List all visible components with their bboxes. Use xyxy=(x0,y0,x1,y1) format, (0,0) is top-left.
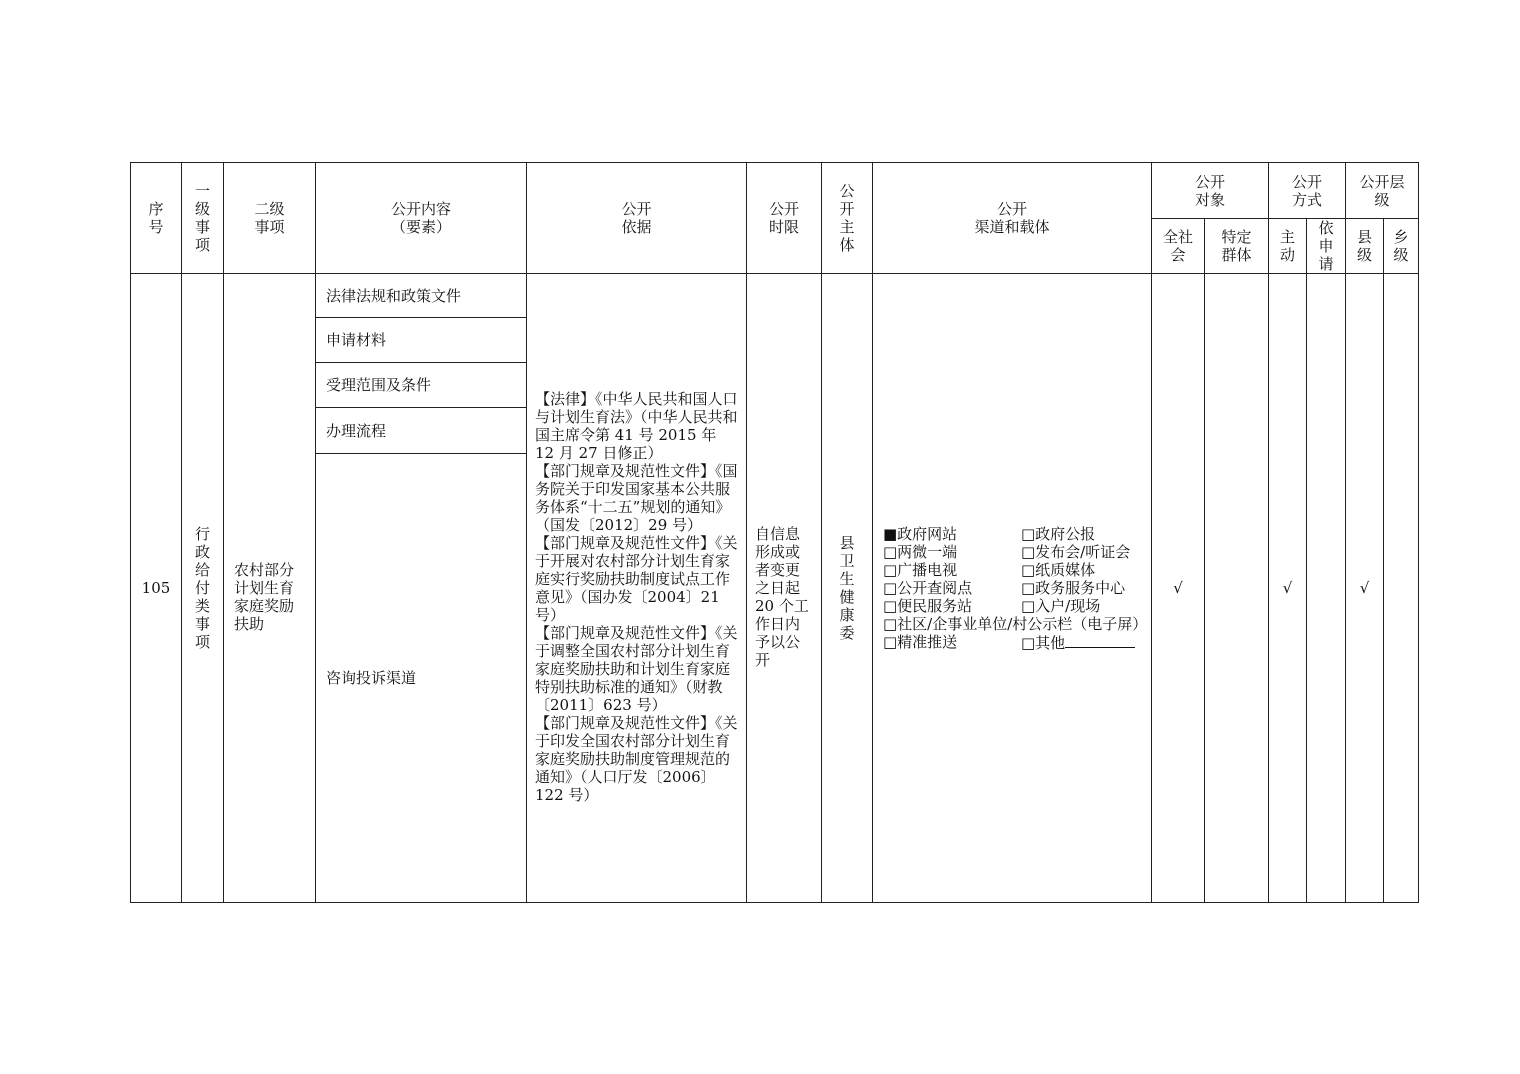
channel-item: □广播电视 xyxy=(883,560,958,579)
channel-item: ■政府网站 xyxy=(883,524,958,543)
header-tier-town-label: 乡级 xyxy=(1393,228,1409,264)
channel-item: □社区/企事业单位/村公示栏（电子屏） xyxy=(883,614,1148,633)
row-level1-value: 行政给付类事项 xyxy=(194,525,210,651)
header-channel-label: 公开 渠道和载体 xyxy=(974,200,1050,236)
row-seq xyxy=(131,274,182,903)
header-method-apply xyxy=(1307,219,1346,274)
header-subject xyxy=(822,163,873,274)
channel-item-other-label: □其他 xyxy=(1021,633,1066,652)
header-target-all-label: 全社 会 xyxy=(1162,228,1193,264)
row-time-limit xyxy=(747,274,822,903)
header-target-all xyxy=(1152,219,1205,274)
channel-item: □公开查阅点 xyxy=(883,578,973,597)
check-mark: √ xyxy=(1282,579,1293,597)
header-tier-county-label: 县级 xyxy=(1357,228,1373,264)
header-method-label: 公开 方式 xyxy=(1292,172,1323,209)
content-item-label: 法律法规和政策文件 xyxy=(326,286,462,305)
header-subject-label: 公开主体 xyxy=(839,182,855,254)
row-method-apply xyxy=(1307,274,1346,903)
row-level1 xyxy=(182,274,224,903)
content-item xyxy=(316,454,527,903)
content-item-label: 咨询投诉渠道 xyxy=(326,669,417,687)
header-level2 xyxy=(224,163,316,274)
content-item-label: 受理范围及条件 xyxy=(326,376,432,394)
header-tier-town xyxy=(1384,219,1419,274)
check-mark: √ xyxy=(1173,579,1183,597)
channel-item: □两微一端 xyxy=(883,542,958,561)
header-target-group xyxy=(1205,219,1269,274)
header-method-apply-label: 依申请 xyxy=(1318,219,1334,273)
header-row-1 xyxy=(131,163,1419,219)
content-item-label: 申请材料 xyxy=(326,331,387,349)
header-content-label: 公开内容 （要素） xyxy=(390,200,451,236)
table-row xyxy=(131,274,1419,318)
header-tier xyxy=(1346,163,1419,219)
disclosure-table xyxy=(130,162,1419,903)
channel-item: □入户/现场 xyxy=(1021,596,1101,615)
row-basis xyxy=(527,274,747,903)
row-time-limit-text: 自信息形成或者变更之日起 20 个工作日内予以公开 xyxy=(755,525,809,669)
content-item xyxy=(316,274,527,318)
row-target-all xyxy=(1152,274,1205,903)
row-basis-text: 【法律】《中华人民共和国人口与计划生育法》（中华人民共和国主席令第 41 号 2015 年 12 月 27 日修正） 【部门规章及规范性文件】《国务院关于印发国家基本公共服务体系“十二五”规划的通知》（国发〔2012〕29 号） 【部门规章及规范性文件】《关于开展对农村部分计划生育家庭实行奖励扶助制度试点工作意见》（国办发〔2004〕21 号） 【部门规章及规范性文件】《关于调整全国农村部分计划生育家庭奖励扶助和计划生育家庭特别扶助标准的通知》（财教〔2011〕623 号） 【部门规章及规范性文件】《关于印发全国农村部分计划生育家庭奖励扶助制度管理规范的通知》（人口厅发〔2006〕122 号） xyxy=(535,390,738,804)
row-method-active xyxy=(1269,274,1307,903)
header-basis xyxy=(527,163,747,274)
row-level2 xyxy=(224,274,316,903)
header-channel xyxy=(873,163,1152,274)
header-seq-label: 序号 xyxy=(148,200,164,236)
channel-item-other xyxy=(1021,633,1151,652)
header-tier-county xyxy=(1346,219,1384,274)
header-method xyxy=(1269,163,1346,219)
channel-item: □便民服务站 xyxy=(883,596,973,615)
row-seq-value: 105 xyxy=(141,579,171,597)
header-time-limit-label: 公开 时限 xyxy=(768,200,799,236)
channel-item: □政府公报 xyxy=(1021,524,1096,543)
row-tier-town xyxy=(1384,274,1419,903)
blank-line xyxy=(1065,633,1135,648)
content-item-label: 办理流程 xyxy=(326,421,387,440)
header-content xyxy=(316,163,527,274)
header-method-active xyxy=(1269,219,1307,274)
header-level1-label: 一级事项 xyxy=(194,182,210,254)
row-channels xyxy=(873,274,1152,903)
header-basis-label: 公开 依据 xyxy=(621,200,652,236)
header-target-group-label: 特定 群体 xyxy=(1221,228,1252,264)
row-subject-text: 县卫生健康委 xyxy=(839,534,855,642)
header-target-label: 公开 对象 xyxy=(1195,172,1226,209)
channel-item: □政务服务中心 xyxy=(1021,578,1126,597)
check-mark: √ xyxy=(1359,579,1370,597)
row-level2-value: 农村部分 计划生育 家庭奖励 扶助 xyxy=(234,561,295,633)
row-target-group xyxy=(1205,274,1269,903)
channel-item: □精准推送 xyxy=(883,632,958,651)
row-subject xyxy=(822,274,873,903)
header-level1 xyxy=(182,163,224,274)
content-item xyxy=(316,318,527,363)
header-method-active-label: 主动 xyxy=(1280,228,1296,264)
header-target xyxy=(1152,163,1269,219)
header-level2-label: 二级 事项 xyxy=(254,200,285,236)
row-tier-county xyxy=(1346,274,1384,903)
channel-list xyxy=(883,524,1148,652)
content-item xyxy=(316,363,527,408)
header-seq xyxy=(131,163,182,274)
channel-item: □纸质媒体 xyxy=(1021,560,1096,579)
content-item xyxy=(316,408,527,454)
header-tier-label: 公开层 级 xyxy=(1359,172,1405,209)
header-time-limit xyxy=(747,163,822,274)
channel-item: □发布会/听证会 xyxy=(1021,542,1131,561)
